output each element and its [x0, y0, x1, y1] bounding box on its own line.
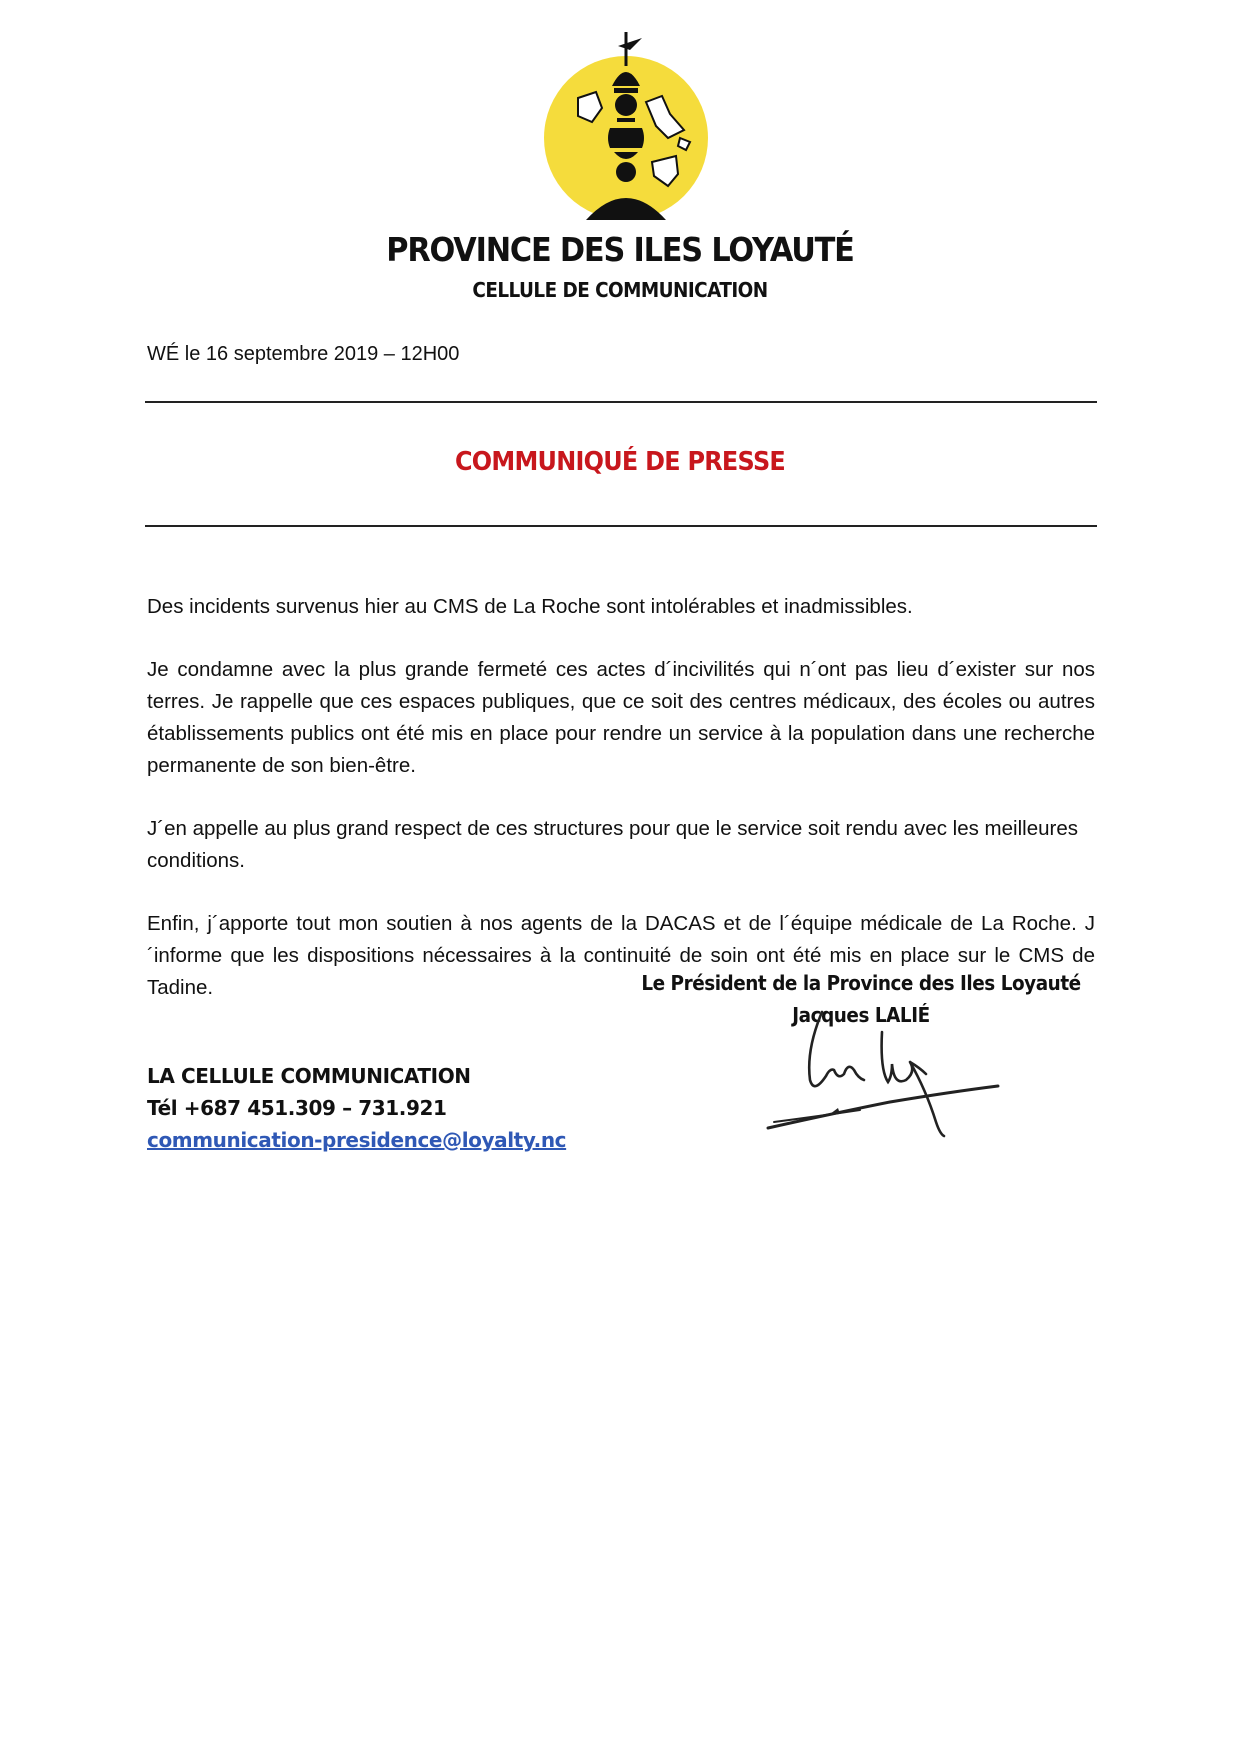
- organization-subtitle: CELLULE DE COMMUNICATION: [472, 278, 768, 302]
- body-paragraph: Je condamne avec la plus grande fermeté ces actes d´incivilités qui n´ont pas lieu d´exister sur nos terres. Je rappelle que ces espaces publiques, que ce soit des centres médicaux, des écoles ou autres établissements publics ont été mis en place pour rendre un service à la population dans une recherche permanente de son bien-être.: [147, 658, 1095, 777]
- body-paragraph: J´en appelle au plus grand respect de ces structures pour que le service soit rendu avec les meilleures conditions.: [147, 817, 1078, 872]
- date-line: WÉ le 16 septembre 2019 – 12H00: [147, 343, 460, 365]
- contact-block: [147, 1060, 566, 1156]
- top-divider: [145, 401, 1097, 403]
- handwritten-signature-icon: [760, 1010, 1010, 1142]
- contact-unit: LA CELLULE COMMUNICATION: [147, 1064, 471, 1088]
- bottom-divider: [145, 525, 1097, 527]
- signatory-name: Jacques LALIÉ: [792, 1003, 930, 1027]
- province-emblem-icon: [538, 26, 714, 232]
- body-paragraph: Des incidents survenus hier au CMS de La Roche sont intolérables et inadmissibles.: [147, 595, 913, 618]
- signatory-role: Le Président de la Province des Iles Loyauté: [641, 971, 1081, 995]
- contact-phone: Tél +687 451.309 – 731.921: [147, 1096, 447, 1120]
- body-paragraph: Enfin, j´apporte tout mon soutien à nos agents de la DACAS et de l´équipe médicale de La Roche. J´informe que les dispositions nécessaires à la continuité de soin ont été mis en place sur le CMS de Tadine.: [147, 912, 1095, 999]
- press-release-title: COMMUNIQUÉ DE PRESSE: [454, 447, 786, 477]
- organization-title: PROVINCE DES ILES LOYAUTÉ: [386, 230, 854, 269]
- contact-email-link[interactable]: communication-presidence@loyalty.nc: [147, 1128, 567, 1152]
